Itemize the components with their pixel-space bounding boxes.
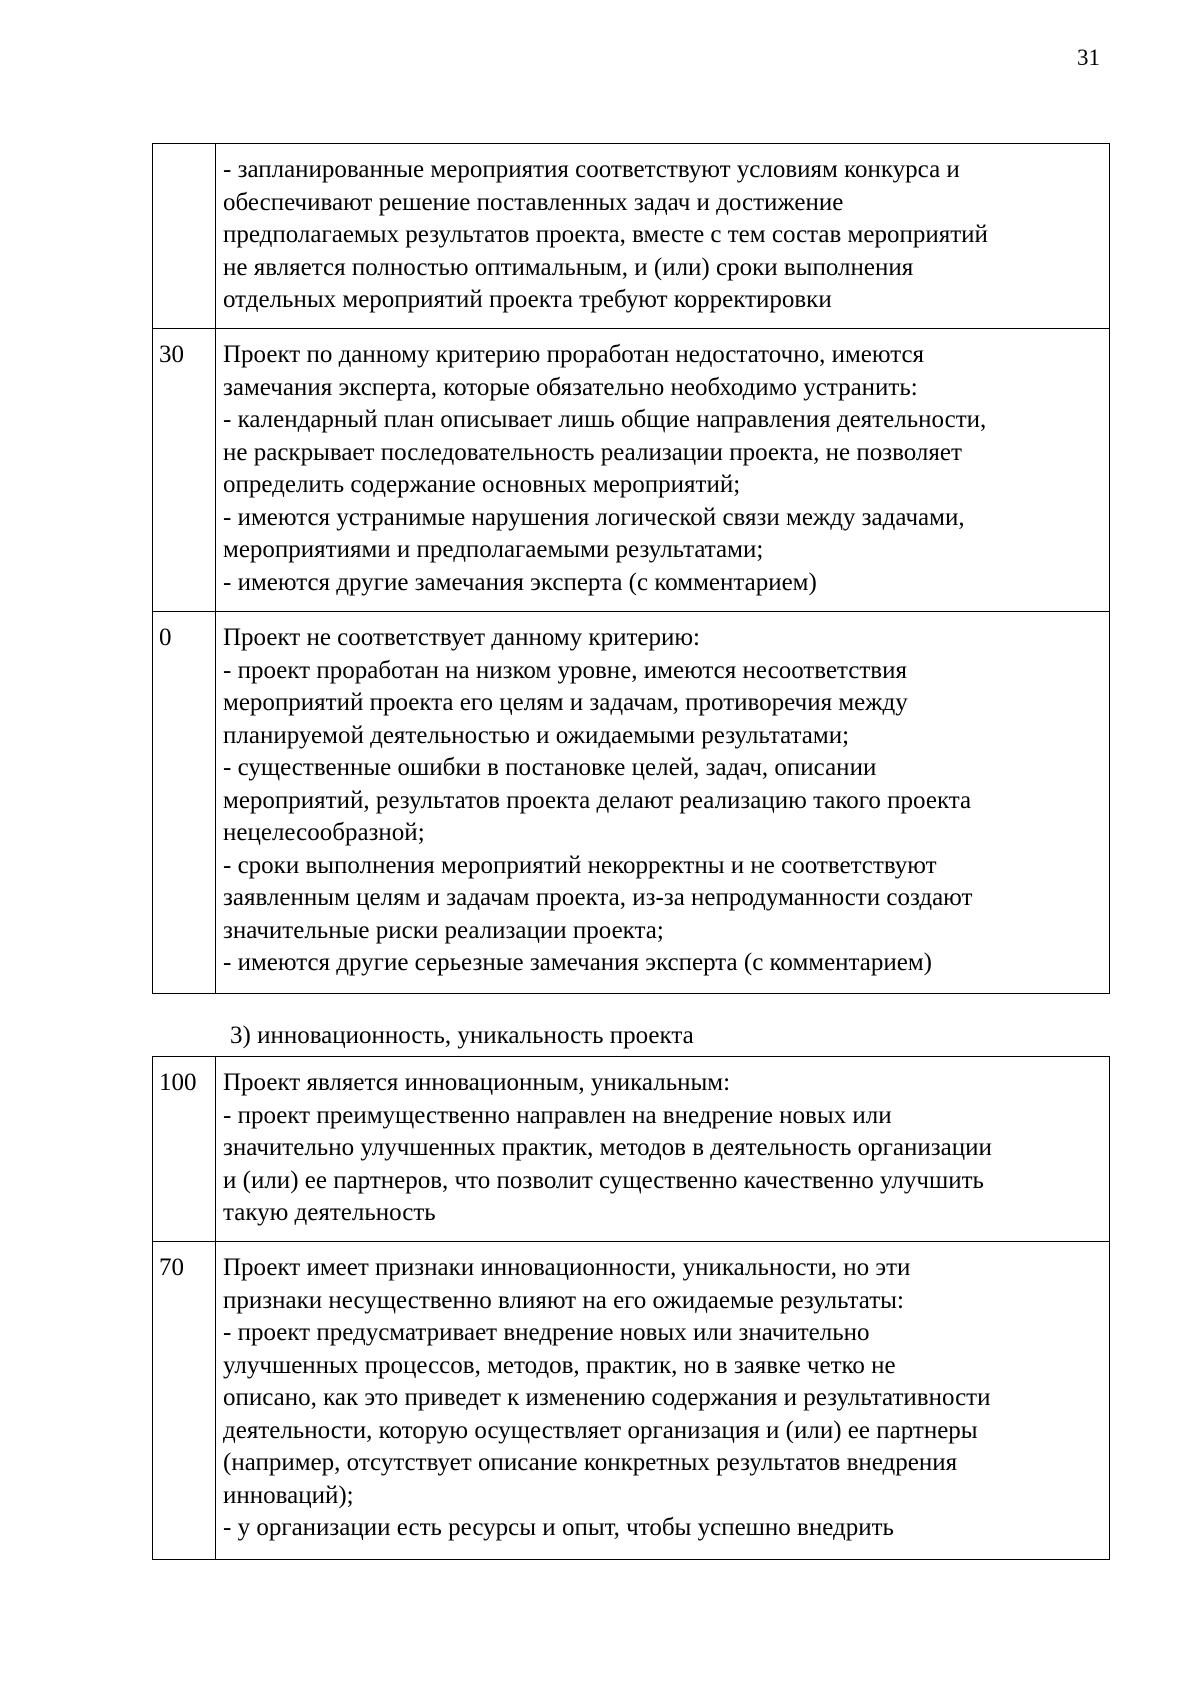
text-line: - имеются другие серьезные замечания эксперта (с комментарием) xyxy=(223,949,933,976)
page-number: 31 xyxy=(1077,45,1100,70)
table-row xyxy=(153,612,1110,994)
text-line: Проект имеет признаки инновационности, уникальности, но эти xyxy=(223,1254,911,1281)
description-cell xyxy=(216,1242,1110,1560)
text-line: мероприятиями и предполагаемыми результатами; xyxy=(223,536,764,563)
text-line: такую деятельность xyxy=(223,1199,436,1226)
score-cell: 100 xyxy=(153,1057,216,1242)
score-cell: 70 xyxy=(153,1242,216,1560)
text-line: не раскрывает последовательность реализации проекта, не позволяет xyxy=(223,438,962,466)
table-row xyxy=(153,144,1110,329)
text-line: определить содержание основных мероприятий; xyxy=(223,471,741,498)
text-line: планируемой деятельностью и ожидаемыми результатами; xyxy=(223,721,850,749)
text-line: - календарный план описывает лишь общие направления деятельности, xyxy=(223,406,987,433)
text-line: - проект предусматривает внедрение новых или значительно xyxy=(223,1319,870,1346)
criteria-table-top xyxy=(152,143,1110,994)
text-line: (например, отсутствует описание конкретных результатов внедрения xyxy=(223,1449,958,1476)
text-line: не является полностью оптимальным, и (или) сроки выполнения xyxy=(223,253,914,281)
table-row xyxy=(153,1242,1110,1560)
description-cell xyxy=(216,1057,1110,1242)
score-cell xyxy=(153,144,216,329)
table-row xyxy=(153,1057,1110,1242)
text-line: - имеются устранимые нарушения логической связи между задачами, xyxy=(223,503,965,531)
text-line: отдельных мероприятий проекта требуют корректировки xyxy=(223,286,832,313)
description-cell xyxy=(216,144,1110,329)
description-cell xyxy=(216,612,1110,994)
text-line: и (или) ее партнеров, что позволит существенно качественно улучшить xyxy=(223,1166,984,1194)
description-cell xyxy=(216,329,1110,612)
text-line: значительно улучшенных практик, методов в деятельность организации xyxy=(223,1134,992,1161)
text-line: деятельности, которую осуществляет организация и (или) ее партнеры xyxy=(223,1416,978,1444)
text-line: обеспечивают решение поставленных задач и достижение xyxy=(223,188,844,216)
score-cell: 0 xyxy=(153,612,216,994)
text-line: - имеются другие замечания эксперта (с комментарием) xyxy=(223,568,817,596)
text-line: - у организации есть ресурсы и опыт, чтобы успешно внедрить xyxy=(223,1514,894,1541)
text-line: мероприятий проекта его целям и задачам, противоречия между xyxy=(223,689,908,716)
text-line: Проект является инновационным, уникальным: xyxy=(223,1069,731,1096)
text-line: Проект по данному критерию проработан недостаточно, имеются xyxy=(223,341,925,368)
text-line: - проект проработан на низком уровне, имеются несоответствия xyxy=(223,656,907,684)
text-line: - проект преимущественно направлен на внедрение новых или xyxy=(223,1101,892,1129)
text-line: - существенные ошибки в постановке целей, задач, описании xyxy=(223,754,877,781)
text-line: предполагаемых результатов проекта, вместе с тем состав мероприятий xyxy=(223,221,988,248)
text-line: признаки несущественно влияют на его ожидаемые результаты: xyxy=(223,1286,904,1314)
text-line: улучшенных процессов, методов, практик, но в заявке четко не xyxy=(223,1351,896,1379)
criteria-table-bottom xyxy=(152,1056,1110,1560)
text-line: мероприятий, результатов проекта делают реализацию такого проекта xyxy=(223,786,972,814)
text-line: инноваций); xyxy=(223,1481,354,1509)
score-cell: 30 xyxy=(153,329,216,612)
text-line: замечания эксперта, которые обязательно необходимо устранить: xyxy=(223,373,918,401)
text-line: заявленным целям и задачам проекта, из-за непродуманности создают xyxy=(223,884,973,911)
text-line: - запланированные мероприятия соответствуют условиям конкурса и xyxy=(223,156,960,183)
text-line: значительные риски реализации проекта; xyxy=(223,916,664,944)
table-row xyxy=(153,329,1110,612)
text-line: описано, как это приведет к изменению содержания и результативности xyxy=(223,1384,991,1411)
section-title: 3) инновационность, уникальность проекта xyxy=(230,1022,694,1049)
text-line: Проект не соответствует данному критерию: xyxy=(223,624,700,651)
text-line: - сроки выполнения мероприятий некорректны и не соответствуют xyxy=(223,851,937,879)
text-line: нецелесообразной; xyxy=(223,819,425,846)
